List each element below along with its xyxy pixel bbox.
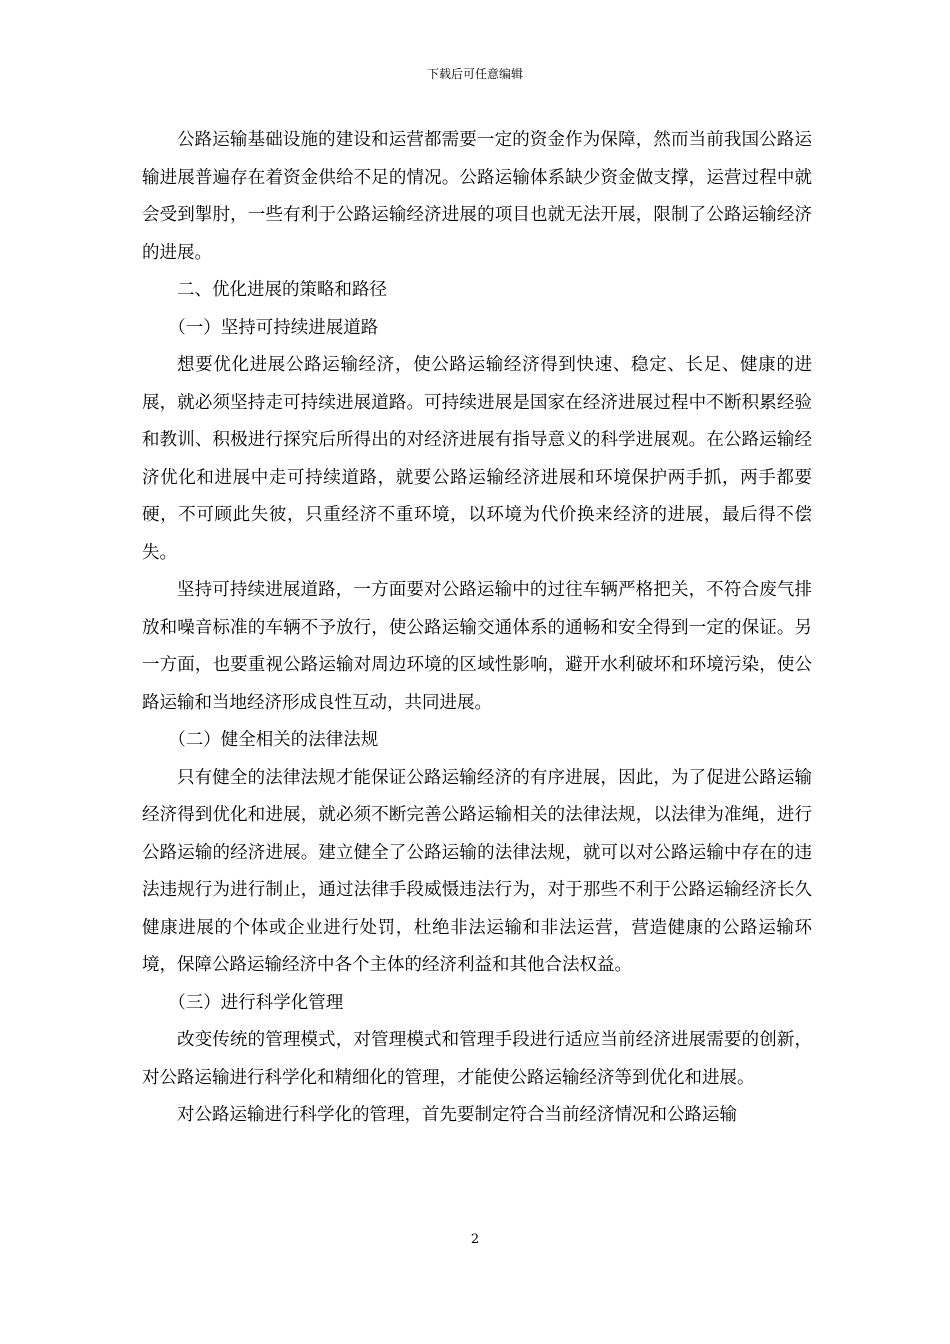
paragraph-sustainable-development: 想要优化进展公路运输经济，使公路运输经济得到快速、稳定、长足、健康的进展，就必须坚持走可持续进展道路。可持续进展是国家在经济进展过程中不断积累经验和教训、积极进行探究后所得出的对经济进展有指导意义的科学进展观。在公路运输经济优化和进展中走可持续道路，就要公路运输经济进展和环境保护两手抓，两手都要硬，不可顾此失彼，只重经济不重环境，以环境为代价换来经济的进展，最后得不偿失。	[142, 355, 812, 563]
paragraph-legal-framework: 只有健全的法律法规才能保证公路运输经济的有序进展，因此，为了促进公路运输经济得到优化和进展，就必须不断完善公路运输相关的法律法规，以法律为准绳，进行公路运输的经济进展。建立健全了公路运输的法律法规，就可以对公路运输中存在的违法违规行为进行制止，通过法律手段威慑违法行为，对于那些不利于公路运输经济长久健康进展的个体或企业进行处罚，杜绝非法运输和非法运营，营造健康的公路运输环境，保障公路运输经济中各个主体的经济利益和其他合法权益。	[142, 767, 812, 975]
page-number: 2	[470, 1232, 480, 1247]
document-body	[142, 122, 812, 1135]
paragraph-vehicle-control: 坚持可持续进展道路，一方面要对公路运输中的过往车辆严格把关，不符合废气排放和噪音标准的车辆不予放行，使公路运输交通体系的通畅和安全得到一定的保证。另一方面，也要重视公路运输对周边环境的区域性影响，避开水利破坏和环境污染，使公路运输和当地经济形成良性互动，共同进展。	[142, 580, 812, 713]
section-heading-optimization-strategies: 二、优化进展的策略和路径	[177, 280, 387, 300]
page-header: 下载后可任意编辑	[426, 67, 523, 81]
subsection-heading-scientific-management: （三）进行科学化管理	[168, 992, 344, 1013]
subsection-heading-sustainable-development: （一）坚持可持续进展道路	[168, 317, 379, 338]
paragraph-management-first-step: 对公路运输进行科学化的管理，首先要制定符合当前经济情况和公路运输	[177, 1105, 737, 1125]
paragraph-management-innovation: 改变传统的管理模式，对管理模式和管理手段进行适应当前经济进展需要的创新，对公路运输进行科学化和精细化的管理，才能使公路运输经济等到优化和进展。	[142, 1030, 812, 1088]
subsection-heading-legal-framework: （二）健全相关的法律法规	[168, 730, 379, 750]
paragraph-funding-shortage: 公路运输基础设施的建设和运营都需要一定的资金作为保障，然而当前我国公路运输进展普遍存在着资金供给不足的情况。公路运输体系缺少资金做支撑，运营过程中就会受到掣肘，一些有利于公路运输经济进展的项目也就无法开展，限制了公路运输经济的进展。	[142, 130, 812, 263]
